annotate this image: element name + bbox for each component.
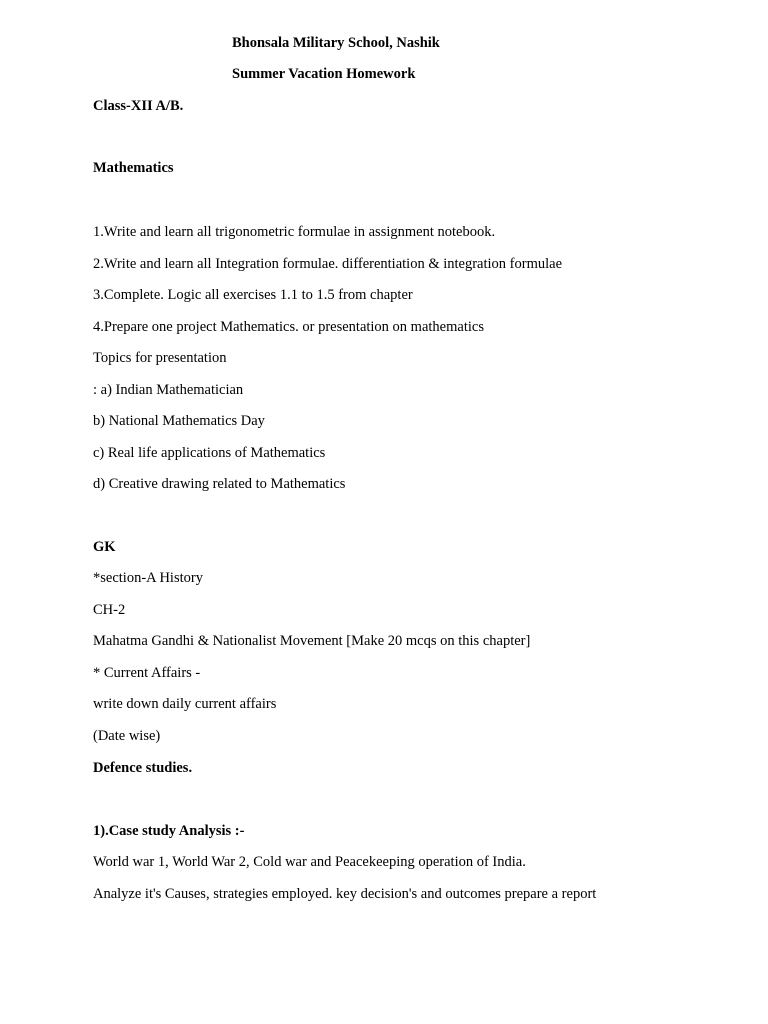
gk-line: write down daily current affairs bbox=[93, 696, 277, 712]
defence-line: Analyze it's Causes, strategies employed. key decision's and outcomes prepare a report bbox=[93, 886, 597, 902]
gk-line: *section-A History bbox=[93, 570, 203, 586]
gk-line: CH-2 bbox=[93, 602, 126, 618]
topic-item: : a) Indian Mathematician bbox=[93, 382, 244, 398]
defence-line: World war 1, World War 2, Cold war and Peacekeeping operation of India. bbox=[93, 854, 526, 870]
gk-heading: GK bbox=[93, 539, 116, 555]
math-item: 3.Complete. Logic all exercises 1.1 to 1.5 from chapter bbox=[93, 287, 413, 303]
topic-item: c) Real life applications of Mathematics bbox=[93, 445, 326, 461]
topic-item: b) National Mathematics Day bbox=[93, 413, 265, 429]
mathematics-heading: Mathematics bbox=[93, 160, 174, 176]
gk-line: Mahatma Gandhi & Nationalist Movement [Make 20 mcqs on this chapter] bbox=[93, 633, 531, 649]
school-name: Bhonsala Military School, Nashik bbox=[232, 35, 440, 51]
topics-label: Topics for presentation bbox=[93, 350, 227, 366]
homework-title: Summer Vacation Homework bbox=[232, 66, 416, 82]
gk-line: * Current Affairs - bbox=[93, 665, 201, 681]
math-item: 1.Write and learn all trigonometric formulae in assignment notebook. bbox=[93, 224, 496, 240]
class-label: Class-XII A/B. bbox=[93, 98, 184, 114]
math-item: 2.Write and learn all Integration formulae. differentiation & integration formulae bbox=[93, 256, 563, 272]
gk-line: (Date wise) bbox=[93, 728, 161, 744]
defence-heading: Defence studies. bbox=[93, 760, 193, 776]
topic-item: d) Creative drawing related to Mathematics bbox=[93, 476, 346, 492]
case-study-heading: 1).Case study Analysis :- bbox=[93, 823, 245, 839]
math-item: 4.Prepare one project Mathematics. or presentation on mathematics bbox=[93, 319, 484, 335]
